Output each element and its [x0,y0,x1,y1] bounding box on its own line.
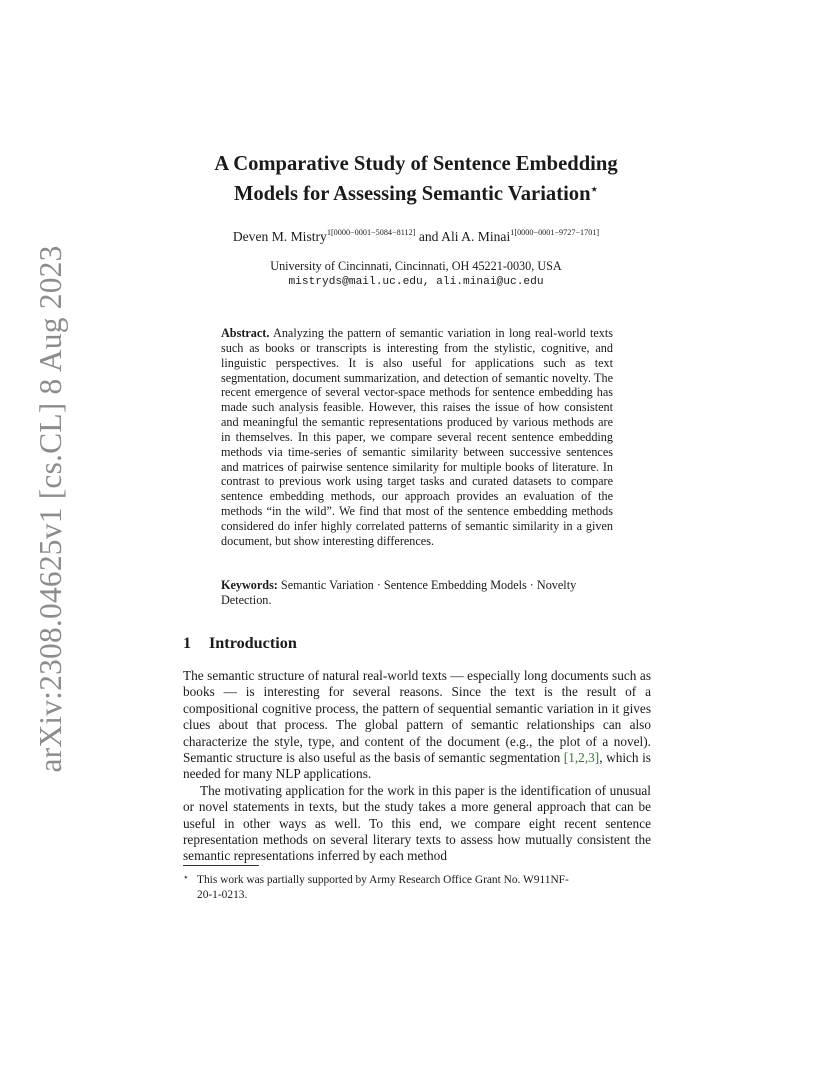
author-orcid: 1[0000−0001−9727−1701] [510,228,600,237]
footnote [183,870,651,903]
abstract-label: Abstract. [221,326,270,340]
paper-title [150,152,682,207]
author-emails: mistryds@mail.uc.edu, ali.minai@uc.edu [288,276,544,288]
section-number: 1 [183,634,192,652]
citation-link[interactable]: [1,2,3] [563,750,600,766]
keywords-label: Keywords: [221,578,278,592]
footnote-text: This work was partially supported by Army Research Office Grant No. W911NF- [197,874,569,886]
paragraph: The motivating application for the work in this paper is the identification of unusual or novel statements in texts, but the study takes a more general approach that can be useful in other ways as well. To this end, we compare eight recent sentence representation methods on several literary texts to assess how mutually consistent the semantic representations inferred by each method [183,782,651,864]
title-footnote-mark: ⋆ [590,182,599,196]
arxiv-identifier-text: arXiv:2308.04625v1 [cs.CL] 8 Aug 2023 [33,245,68,773]
author-name: Ali A. Minai [441,229,511,244]
author-list [150,228,682,245]
keywords-text: Semantic Variation · Sentence Embedding Models · Novelty Detection. [221,578,577,607]
keywords [221,578,613,608]
title-line-2: Models for Assessing Semantic Variation⋆ [233,182,599,205]
footnote-mark: ⋆ [183,872,189,882]
affiliation: University of Cincinnati, Cincinnati, OH 45221-0030, USA [270,259,562,273]
footnote-text-continued: 20-1-0213. [197,889,248,901]
abstract [221,326,613,549]
author-orcid: 1[0000−0001−5084−8112] [326,228,416,237]
section-heading [183,634,297,653]
abstract-text: Analyzing the pattern of semantic variation in long real-world texts such as books or transcripts is interesting from the stylistic, cognitive, and linguistic perspectives. It is also useful for applications such as text segmentation, document summarization, and detection of semantic novelty. The recent emergence of several vector-space methods for sentence embedding has made such analysis feasible. However, this raises the issue of how consistent and meaningful the semantic representations produced by various methods are in themselves. In this paper, we compare several recent sentence embedding methods via time-series of semantic similarity between successive sentences and matrices of pairwise sentence similarity for multiple books of literature. In contrast to previous work using target tasks and curated datasets to compare sentence embedding methods, our approach provides an evaluation of the methods “in the wild”. We find that most of the sentence embedding methods considered do infer highly correlated patterns of semantic similarity in a given document, but show interesting differences. [221,326,613,548]
introduction-body [183,668,651,865]
paragraph: The semantic structure of natural real-world texts — especially long documents such as books — is interesting for several reasons. Since the text is the result of a compositional cognitive process, the pattern of sequential semantic variation in it gives clues about that process. The global pattern of semantic relationships can also characterize the style, type, and content of the document (e.g., the plot of a novel). Semantic structure is also useful as the basis of semantic segmentation [1,2,3], which is needed for many NLP applications. [183,668,651,782]
footnote-rule [183,865,259,866]
author-name: Deven M. Mistry [232,229,327,244]
title-line-1: A Comparative Study of Sentence Embedding [214,153,618,175]
section-title: Introduction [209,634,297,652]
author-separator: and [415,229,442,244]
